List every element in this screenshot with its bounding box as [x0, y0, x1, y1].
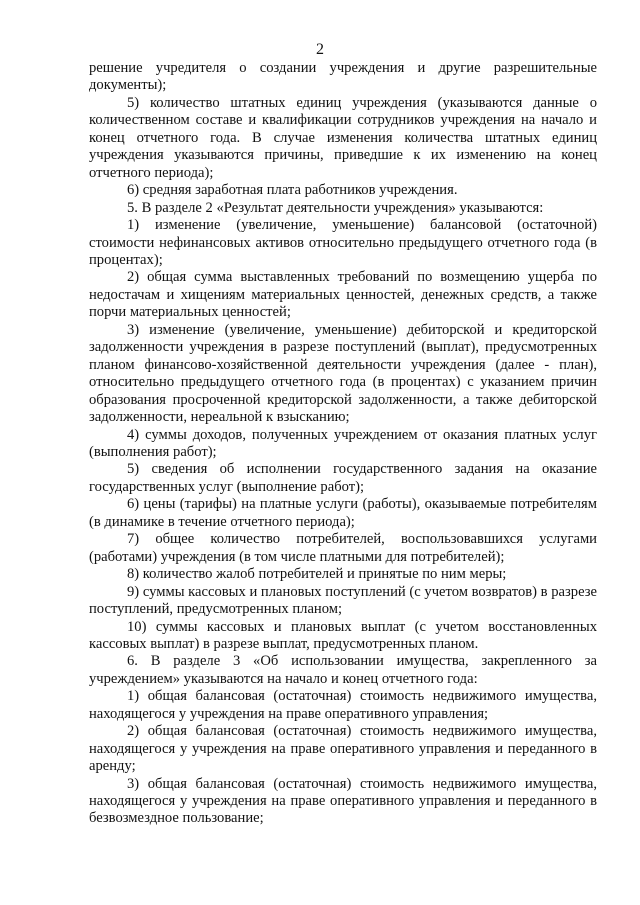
paragraph: решение учредителя о создании учреждения и другие разрешительные документы);	[89, 60, 597, 94]
paragraph: 6) средняя заработная плата работников учреждения.	[127, 182, 458, 199]
paragraph: 3) общая балансовая (остаточная) стоимость недвижимого имущества, находящегося у учреждения на праве оперативного управления и переданного в безвозмездное пользование;	[89, 775, 597, 827]
paragraph: 2) общая балансовая (остаточная) стоимость недвижимого имущества, находящегося у учреждения на праве оперативного управления и переданного в аренду;	[89, 723, 597, 775]
paragraph: 5) сведения об исполнении государственного задания на оказание государственных услуг (выполнение работ);	[89, 461, 597, 495]
page-number: 2	[316, 41, 324, 58]
paragraph: 2) общая сумма выставленных требований по возмещению ущерба по недостачам и хищениям материальных ценностей, денежных средств, а также порчи материальных ценностей;	[89, 269, 597, 321]
paragraph: 1) изменение (увеличение, уменьшение) балансовой (остаточной) стоимости нефинансовых активов относительно предыдущего отчетного года (в процентах);	[89, 217, 597, 268]
paragraph: 5) количество штатных единиц учреждения (указываются данные о количественном составе и квалификации сотрудников учреждения на начало и конец отчетного года. В случае изменения количества штатных единиц учреждения указываются причины, приведшие к их изменению на конец отчетного периода);	[89, 94, 597, 181]
paragraph: 1) общая балансовая (остаточная) стоимость недвижимого имущества, находящегося у учреждения на праве оперативного управления;	[89, 688, 597, 722]
paragraph: 6) цены (тарифы) на платные услуги (работы), оказываемые потребителям (в динамике в течение отчетного периода);	[89, 496, 597, 530]
paragraph: 9) суммы кассовых и плановых поступлений (с учетом возвратов) в разрезе поступлений, предусмотренных планом;	[89, 583, 597, 618]
paragraph: 8) количество жалоб потребителей и принятые по ним меры;	[127, 566, 507, 583]
section-heading-paragraph: 6. В разделе 3 «Об использовании имущества, закрепленного за учреждением» указываются на начало и конец отчетного года:	[89, 653, 597, 687]
paragraph: 4) суммы доходов, полученных учреждением от оказания платных услуг (выполнения работ);	[89, 426, 597, 460]
document-body	[89, 60, 597, 828]
section-heading-paragraph: 5. В разделе 2 «Результат деятельности учреждения» указываются:	[127, 199, 544, 216]
paragraph: 10) суммы кассовых и плановых выплат (с учетом восстановленных кассовых выплат) в разрезе выплат, предусмотренных планом.	[89, 618, 597, 652]
paragraph: 7) общее количество потребителей, воспользовавшихся услугами (работами) учреждения (в том числе платными для потребителей);	[89, 531, 597, 565]
paragraph: 3) изменение (увеличение, уменьшение) дебиторской и кредиторской задолженности учреждения в разрезе поступлений (выплат), предусмотренных планом финансово-хозяйственной деятельности учреждения (далее - план), относительно предыдущего отчетного года (в процентах) с указанием причин образования просроченной кредиторской задолженности, а также дебиторской задолженности, нереальной к взысканию;	[89, 321, 597, 426]
